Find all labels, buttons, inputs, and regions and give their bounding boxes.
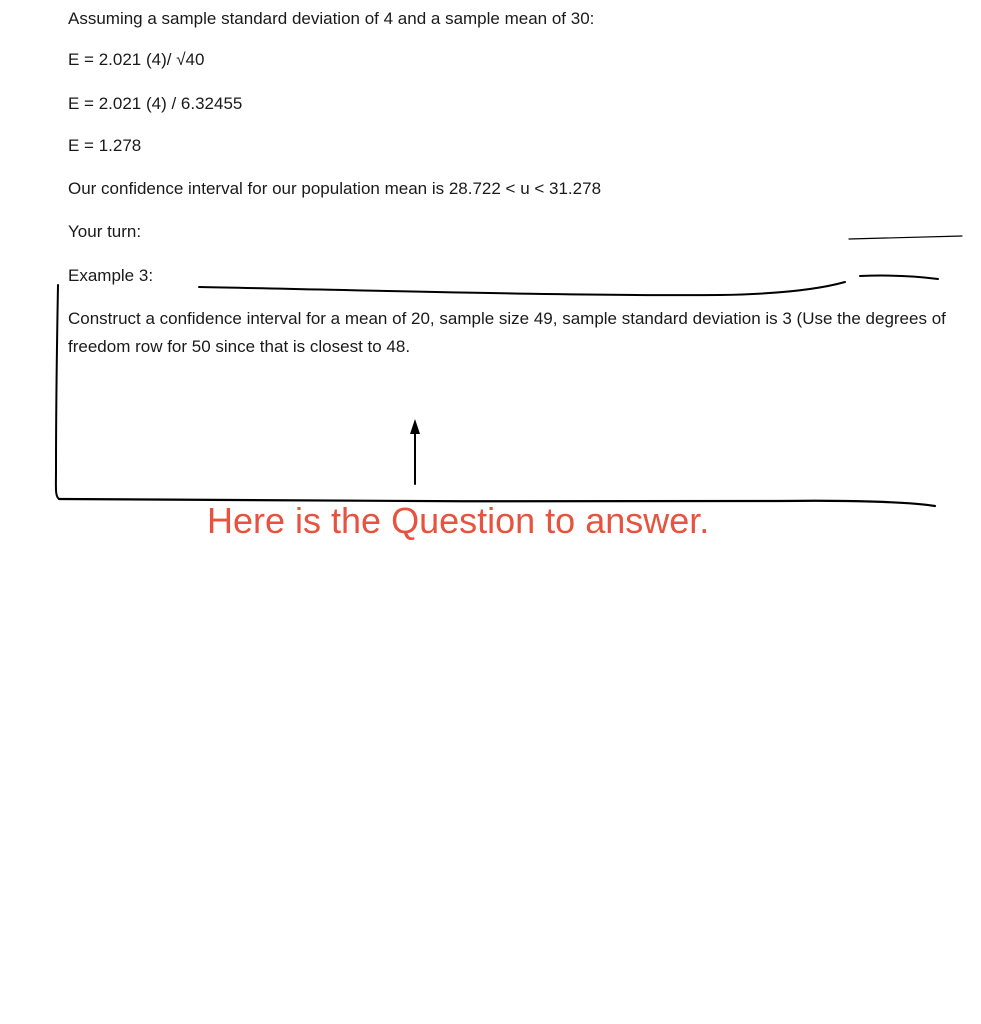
intro-line: Assuming a sample standard deviation of 4 and a sample mean of 30: [68, 9, 595, 28]
ink-bracket-left [56, 285, 59, 499]
formula-line-2: E = 2.021 (4) / 6.32455 [68, 94, 243, 113]
question-callout: Here is the Question to answer. [207, 500, 710, 541]
confidence-interval-line: Our confidence interval for our population mean is 28.722 < u < 31.278 [68, 179, 602, 198]
ink-stroke-right-dash [860, 276, 938, 279]
your-turn-label: Your turn: [68, 222, 142, 241]
formula-line-3: E = 1.278 [68, 136, 142, 155]
arrow-head-icon [410, 419, 420, 434]
ink-stroke-top-right [849, 236, 962, 239]
formula-line-1: E = 2.021 (4)/ √40 [68, 50, 205, 69]
ink-stroke-under-example [199, 282, 845, 295]
example-heading: Example 3: [68, 266, 154, 285]
question-text: Construct a confidence interval for a mean of 20, sample size 49, sample standard deviation is 3 (Use the degrees of freedom row for 50 since that is closest to 48. [68, 309, 946, 356]
